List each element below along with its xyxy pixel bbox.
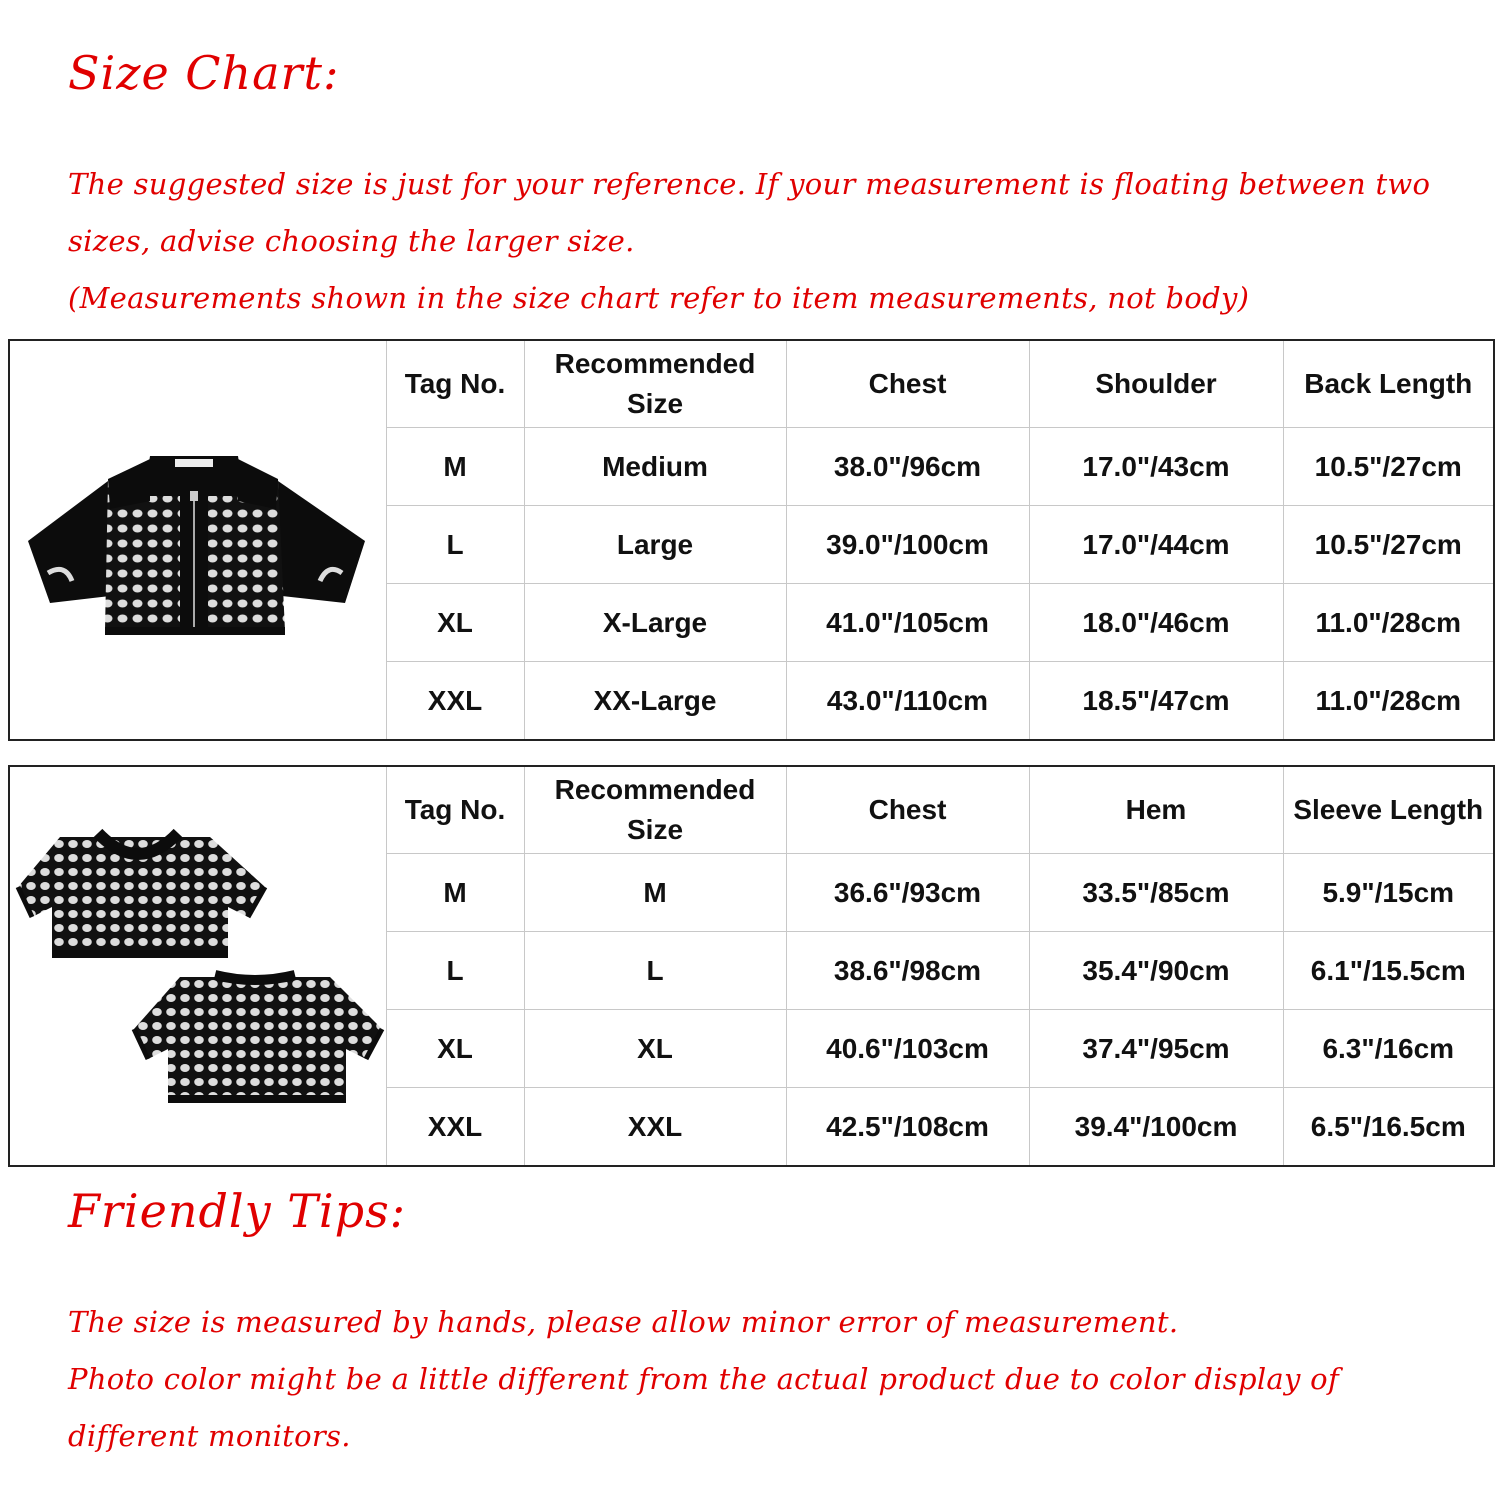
table-cell: 5.9"/15cm xyxy=(1283,854,1494,932)
table-cell: 11.0"/28cm xyxy=(1283,584,1494,662)
table-cell: 40.6"/103cm xyxy=(786,1010,1029,1088)
table-cell: 18.5"/47cm xyxy=(1029,662,1283,741)
table-cell: XXL xyxy=(524,1088,786,1167)
column-header: Tag No. xyxy=(386,340,524,428)
product-image-cell xyxy=(9,340,386,740)
table-cell: 35.4"/90cm xyxy=(1029,932,1283,1010)
size-note-line: sizes, advise choosing the larger size. xyxy=(68,224,635,258)
size-chart-title: Size Chart: xyxy=(68,46,340,100)
table-cell: 11.0"/28cm xyxy=(1283,662,1494,741)
table-cell: L xyxy=(524,932,786,1010)
friendly-tips-title: Friendly Tips: xyxy=(68,1184,407,1238)
table-header-row xyxy=(9,766,1494,854)
table-cell: 17.0"/43cm xyxy=(1029,428,1283,506)
tip-line: Photo color might be a little different from the actual product due to color display of xyxy=(68,1362,1339,1396)
size-table-2 xyxy=(8,765,1495,1167)
table-cell: 6.3"/16cm xyxy=(1283,1010,1494,1088)
table-cell: 10.5"/27cm xyxy=(1283,428,1494,506)
table-cell: XL xyxy=(386,1010,524,1088)
table-cell: M xyxy=(386,854,524,932)
table-cell: XL xyxy=(524,1010,786,1088)
table-cell: XX-Large xyxy=(524,662,786,741)
tip-line: The size is measured by hands, please allow minor error of measurement. xyxy=(68,1305,1179,1339)
table-cell: 38.0"/96cm xyxy=(786,428,1029,506)
column-header: Hem xyxy=(1029,766,1283,854)
column-header: Chest xyxy=(786,766,1029,854)
fishnet-crop-top-front-back-image xyxy=(10,767,385,1165)
table-cell: 41.0"/105cm xyxy=(786,584,1029,662)
table-cell: 18.0"/46cm xyxy=(1029,584,1283,662)
table-cell: M xyxy=(524,854,786,932)
table-cell: 38.6"/98cm xyxy=(786,932,1029,1010)
tip-line: different monitors. xyxy=(68,1419,351,1453)
table-cell: 6.5"/16.5cm xyxy=(1283,1088,1494,1167)
size-table-1 xyxy=(8,339,1495,741)
size-note-line: (Measurements shown in the size chart refer to item measurements, not body) xyxy=(68,281,1250,315)
table-cell: L xyxy=(386,506,524,584)
black-patent-mesh-crop-top-image xyxy=(10,341,385,739)
table-cell: Large xyxy=(524,506,786,584)
size-note xyxy=(68,156,1488,327)
table-cell: Medium xyxy=(524,428,786,506)
table-header-row xyxy=(9,340,1494,428)
table-cell: 39.0"/100cm xyxy=(786,506,1029,584)
table-cell: M xyxy=(386,428,524,506)
friendly-tips xyxy=(68,1294,1488,1465)
table-cell: L xyxy=(386,932,524,1010)
column-header: Shoulder xyxy=(1029,340,1283,428)
table-cell: 39.4"/100cm xyxy=(1029,1088,1283,1167)
column-header: Recommended Size xyxy=(524,340,786,428)
column-header: Recommended Size xyxy=(524,766,786,854)
column-header: Tag No. xyxy=(386,766,524,854)
product-image-cell xyxy=(9,766,386,1166)
table-cell: 43.0"/110cm xyxy=(786,662,1029,741)
table-cell: 33.5"/85cm xyxy=(1029,854,1283,932)
table-cell: 10.5"/27cm xyxy=(1283,506,1494,584)
table-cell: 37.4"/95cm xyxy=(1029,1010,1283,1088)
table-cell: 6.1"/15.5cm xyxy=(1283,932,1494,1010)
table-cell: XL xyxy=(386,584,524,662)
column-header: Chest xyxy=(786,340,1029,428)
table-cell: XXL xyxy=(386,662,524,741)
table-cell: X-Large xyxy=(524,584,786,662)
column-header: Back Length xyxy=(1283,340,1494,428)
table-cell: 36.6"/93cm xyxy=(786,854,1029,932)
table-cell: XXL xyxy=(386,1088,524,1167)
size-note-line: The suggested size is just for your reference. If your measurement is floating between two xyxy=(68,167,1431,201)
table-cell: 17.0"/44cm xyxy=(1029,506,1283,584)
column-header: Sleeve Length xyxy=(1283,766,1494,854)
table-cell: 42.5"/108cm xyxy=(786,1088,1029,1167)
